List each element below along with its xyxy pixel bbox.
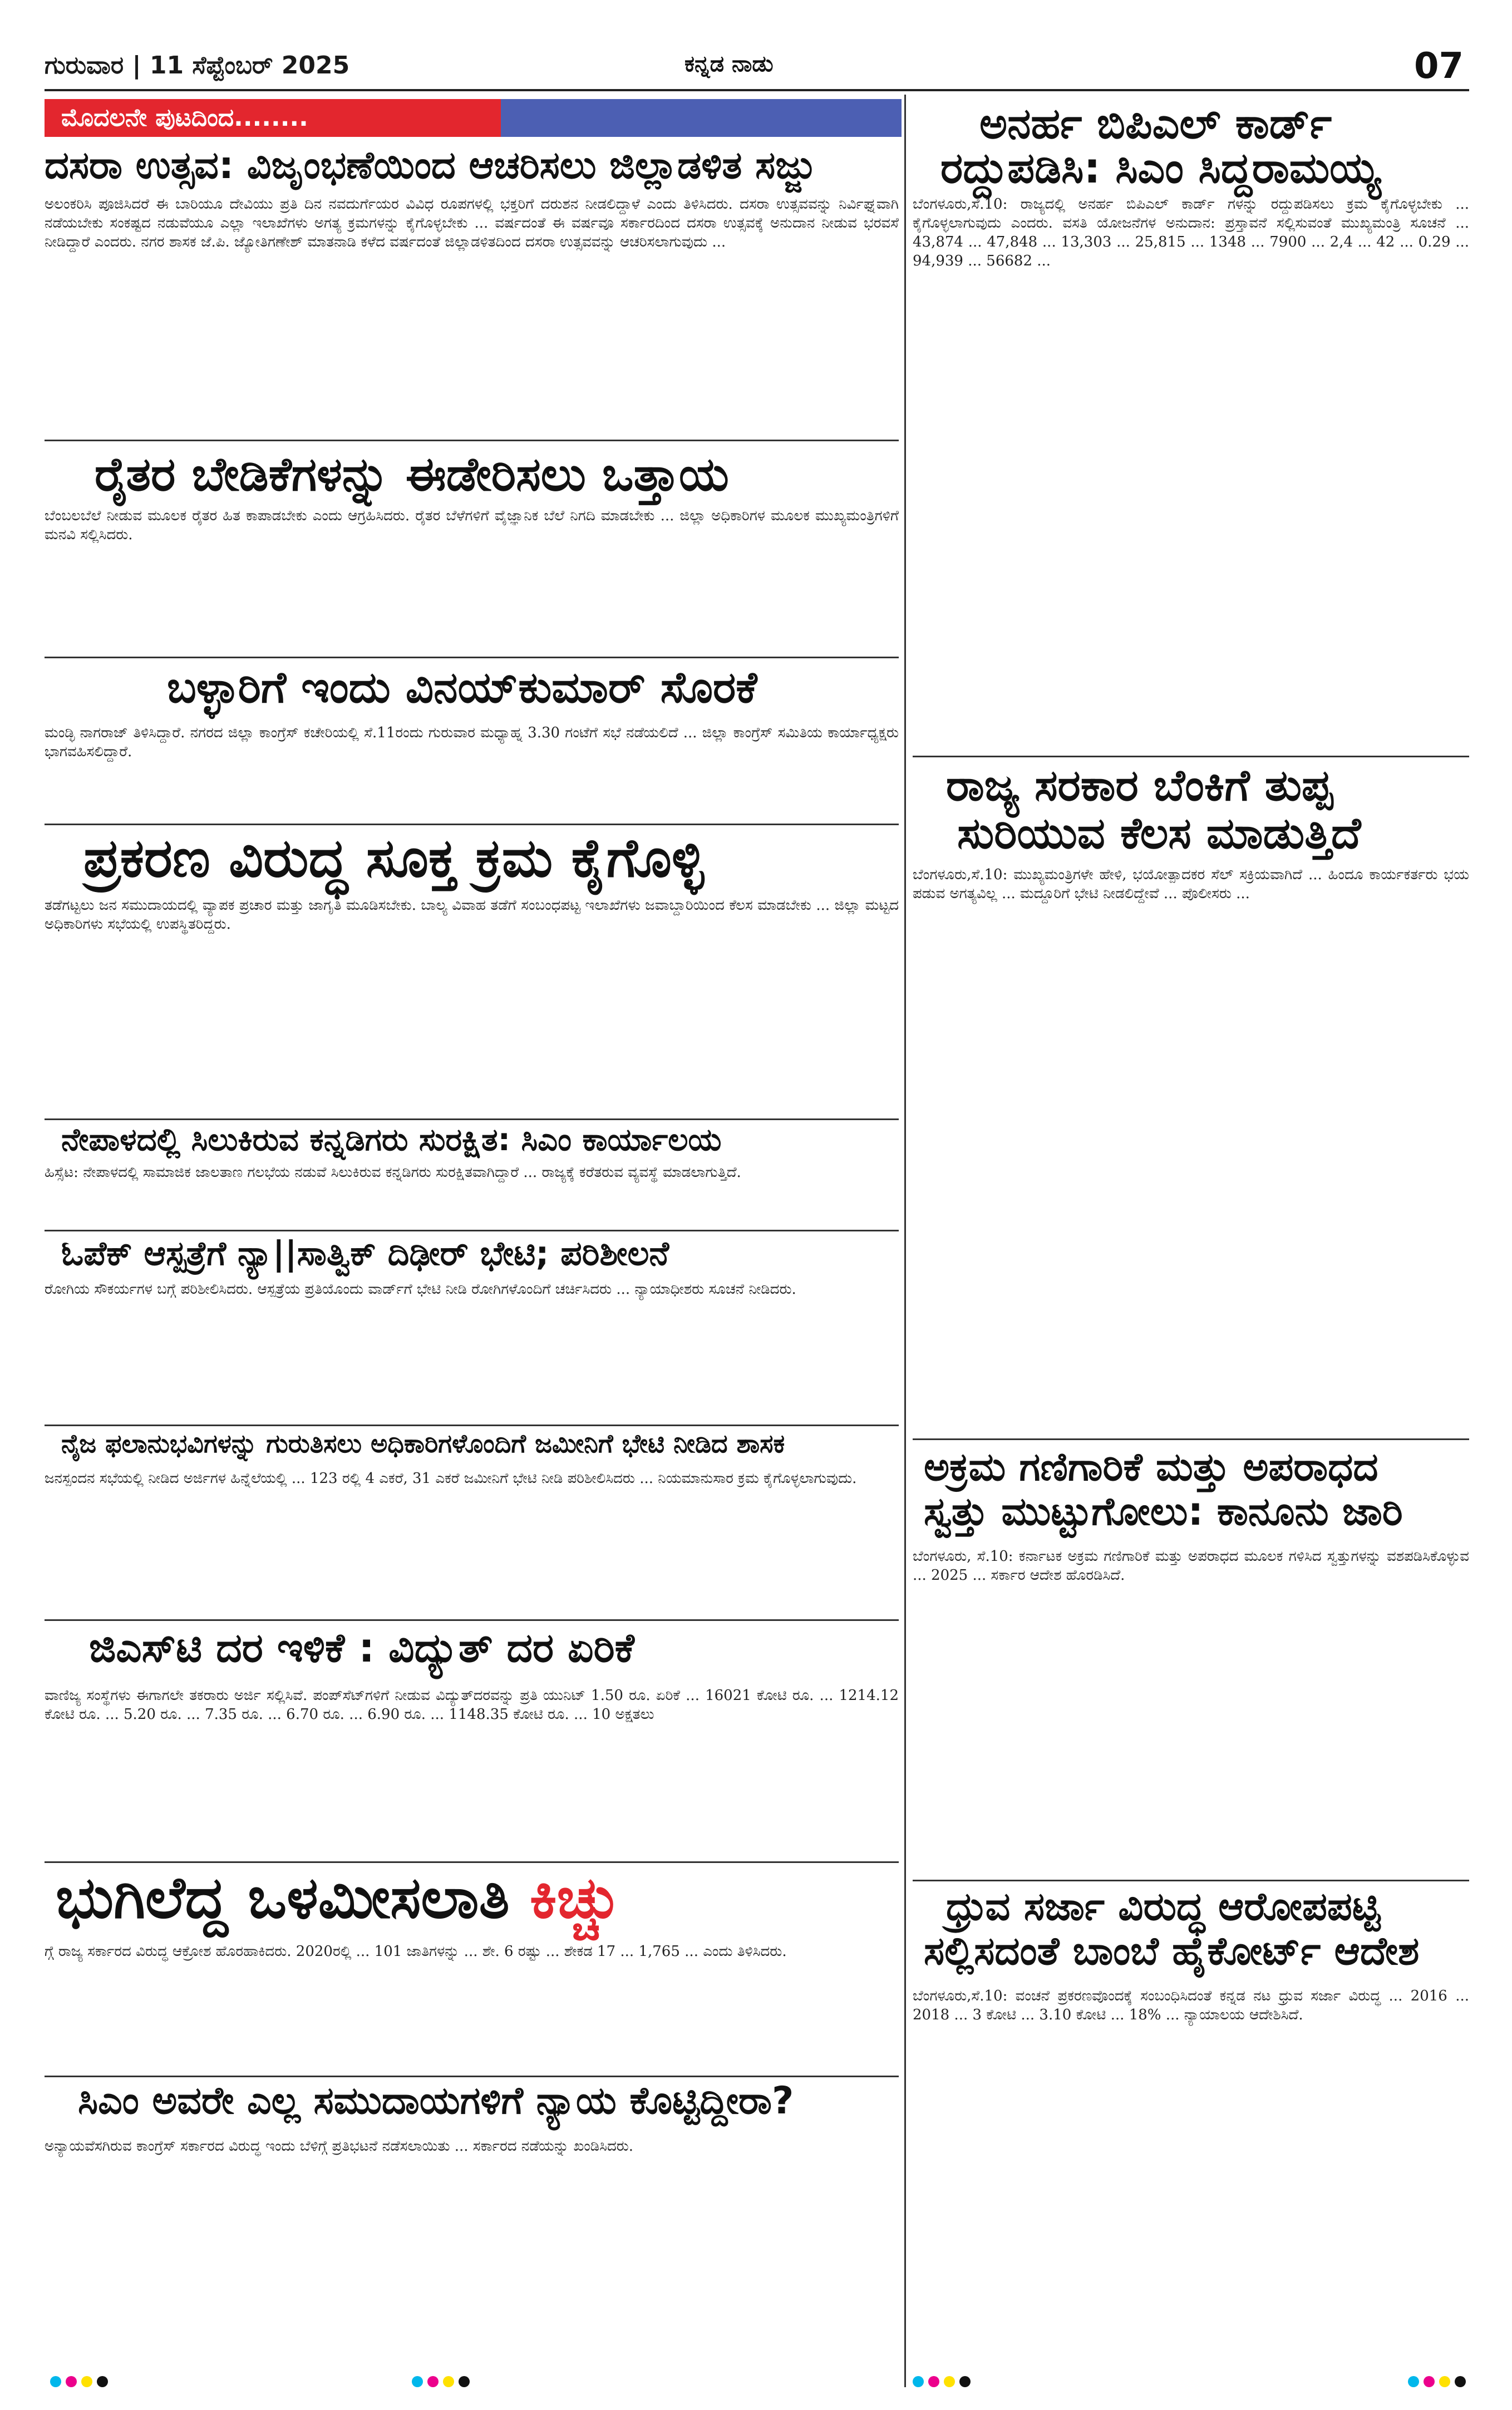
story-headline: ರೈತರ ಬೇಡಿಕೆಗಳನ್ನು ಈಡೇರಿಸಲು ಒತ್ತಾಯ <box>95 447 729 501</box>
story-headline: ನೇಪಾಳದಲ್ಲಿ ಸಿಲುಕಿರುವ ಕನ್ನಡಿಗರು ಸುರಕ್ಷಿತ: ಸಿಎಂ ಕಾರ್ಯಾಲಯ <box>61 1122 722 1158</box>
divider <box>45 1619 899 1621</box>
black-dot <box>959 2376 971 2387</box>
magenta-dot <box>427 2376 439 2387</box>
masthead <box>45 46 1464 90</box>
story-body: ಬೆಂಗಳೂರು, ಸೆ.10: ಕರ್ನಾಟಕ ಅಕ್ರಮ ಗಣಿಗಾರಿಕೆ ಮತ್ತು ಅಪರಾಧದ ಮೂಲಕ ಗಳಿಸಿದ ಸ್ವತ್ತುಗಳನ್ನು ವಶಪಡಿಸಿಕೊಳ್ಳುವ ... 2025 ... ಸರ್ಕಾರ ಆದೇಶ ಹೊರಡಿಸಿದೆ. <box>913 1548 1469 1584</box>
divider <box>913 1438 1469 1440</box>
story-headline: ಸಿಎಂ ಅವರೇ ಎಲ್ಲ ಸಮುದಾಯಗಳಿಗೆ ನ್ಯಾಯ ಕೊಟ್ಟಿದ್ದೀರಾ? <box>78 2079 794 2123</box>
divider <box>45 1425 899 1426</box>
story-headline-line1: ಅನರ್ಹ ಬಿಪಿಎಲ್ ಕಾರ್ಡ್ <box>979 98 1332 148</box>
story-headline: ದಸರಾ ಉತ್ಸವ: ವಿಜೃಂಭಣೆಯಿಂದ ಆಚರಿಸಲು ಜಿಲ್ಲಾಡಳಿತ ಸಜ್ಜು <box>45 144 816 188</box>
story-headline-line2: ಸ್ವತ್ತು ಮುಟ್ಟುಗೋಲು: ಕಾನೂನು ಜಾರಿ <box>924 1489 1403 1534</box>
divider <box>45 2076 899 2077</box>
divider <box>45 1861 899 1863</box>
divider <box>45 1118 899 1120</box>
paper-name: ಕನ್ನಡ ನಾಡು <box>684 51 774 77</box>
story-headline-main: ಭುಗಿಲೆದ್ದ ಒಳಮೀಸಲಾತಿ <box>56 1864 510 1931</box>
divider <box>45 440 899 441</box>
story-headline: ಪ್ರಕರಣ ವಿರುದ್ಧ ಸೂಕ್ತ ಕ್ರಮ ಕೈಗೊಳ್ಳಿ <box>83 827 705 889</box>
issue-date: ಗುರುವಾರ | 11 ಸೆಪ್ಟೆಂಬರ್ 2025 <box>45 51 350 80</box>
story-body: ಹಿಸ್ಸೆಟ: ನೇಪಾಳದಲ್ಲಿ ಸಾಮಾಜಿಕ ಜಾಲತಾಣ ಗಲಭೆಯ ನಡುವೆ ಸಿಲುಕಿರುವ ಕನ್ನಡಿಗರು ಸುರಕ್ಷಿತವಾಗಿದ್ದಾರೆ ... ರಾಜ್ಯಕ್ಕೆ ಕರೆತರುವ ವ್ಯವಸ್ಥೆ ಮಾಡಲಾಗುತ್ತಿದೆ. <box>45 1164 741 1181</box>
story-body: ವಾಣಿಜ್ಯ ಸಂಸ್ಥೆಗಳು ಈಗಾಗಲೇ ತಕರಾರು ಅರ್ಜಿ ಸಲ್ಲಿಸಿವೆ. ಪಂಪ್‌ಸೆಟ್‌ಗಳಿಗೆ ನೀಡುವ ವಿದ್ಯುತ್‌ದರವನ್ನು ಪ್ರತಿ ಯುನಿಟ್ 1.50 ರೂ. ಏರಿಕೆ ... 16021 ಕೋಟಿ ರೂ. ... 1214.12 ಕೋಟಿ ರೂ. ... 5.20 ರೂ. ... 7.35 ರೂ. ... 6.70 ರೂ. ... 6.90 ರೂ. ... 1148.35 ಕೋಟಿ ರೂ. ... 10 ಅಕ್ಷತಲು <box>45 1687 899 1723</box>
section-banner-label: ಮೊದಲನೇ ಪುಟದಿಂದ........ <box>61 104 308 132</box>
story-body: ಮಂಡ್ಳಿ ನಾಗರಾಜ್ ತಿಳಿಸಿದ್ದಾರೆ. ನಗರದ ಜಿಲ್ಲಾ ಕಾಂಗ್ರೆಸ್ ಕಚೇರಿಯಲ್ಲಿ ಸೆ.11ರಂದು ಗುರುವಾರ ಮಧ್ಯಾಹ್ನ 3.30 ಗಂಟೆಗೆ ಸಭೆ ನಡೆಯಲಿದೆ ... ಜಿಲ್ಲಾ ಕಾಂಗ್ರೆಸ್ ಸಮಿತಿಯ ಕಾರ್ಯಾಧ್ಯಕ್ಷರು ಭಾಗವಹಿಸಲಿದ್ದಾರೆ. <box>45 725 899 760</box>
column-divider <box>904 95 906 2387</box>
story-headline-highlight: ಕಿಚ್ಚು <box>529 1864 620 1931</box>
page-number: 07 <box>1414 46 1464 87</box>
divider <box>913 756 1469 757</box>
cyan-dot <box>412 2376 423 2387</box>
story-headline-line1: ಅಕ್ರಮ ಗಣಿಗಾರಿಕೆ ಮತ್ತು ಅಪರಾಧದ <box>924 1444 1378 1490</box>
masthead-rule <box>45 89 1469 91</box>
story-body: ಅನ್ಯಾಯವೆಸಗಿರುವ ಕಾಂಗ್ರೆಸ್ ಸರ್ಕಾರದ ವಿರುದ್ಧ ಇಂದು ಬೆಳಿಗ್ಗೆ ಪ್ರತಿಭಟನೆ ನಡೆಸಲಾಯಿತು ... ಸರ್ಕಾರದ ನಡೆಯನ್ನು ಖಂಡಿಸಿದರು. <box>45 2138 634 2155</box>
black-dot <box>97 2376 108 2387</box>
story-headline-line2: ರದ್ದುಪಡಿಸಿ: ಸಿಎಂ ಸಿದ್ದರಾಮಯ್ಯ <box>940 143 1381 193</box>
divider <box>45 824 899 825</box>
story-body: ರೋಗಿಯ ಸೌಕರ್ಯಗಳ ಬಗ್ಗೆ ಪರಿಶೀಲಿಸಿದರು. ಆಸ್ಪತ್ರೆಯ ಪ್ರತಿಯೊಂದು ವಾರ್ಡ್‌ಗೆ ಭೇಟಿ ನೀಡಿ ರೋಗಿಗಳೊಂದಿಗೆ ಚರ್ಚಿಸಿದರು ... ನ್ಯಾಯಾಧೀಶರು ಸೂಚನೆ ನೀಡಿದರು. <box>45 1281 796 1298</box>
divider <box>913 1880 1469 1881</box>
cyan-dot <box>50 2376 61 2387</box>
section-banner <box>45 99 545 137</box>
cyan-dot <box>913 2376 924 2387</box>
yellow-dot <box>1439 2376 1450 2387</box>
story-headline: ಬಳ್ಳಾರಿಗೆ ಇಂದು ವಿನಯ್‌ಕುಮಾರ್ ಸೊರಕೆ <box>167 663 757 713</box>
story-body: ಅಲಂಕರಿಸಿ ಪೂಜಿಸಿದರೆ ಈ ಬಾರಿಯೂ ದೇವಿಯು ಪ್ರತಿ ದಿನ ನವದುರ್ಗೆಯರ ವಿವಿಧ ರೂಪಗಳಲ್ಲಿ ಭಕ್ತರಿಗೆ ದರುಶನ ನೀಡಲಿದ್ದಾಳೆ ಎಂದು ತಿಳಿಸಿದರು. ದಸರಾ ಉತ್ಸವವನ್ನು ನಿರ್ವಿಘ್ನವಾಗಿ ನಡೆಯಬೇಕು ಸಂಕಷ್ಟದ ನಡುವೆಯೂ ಎಲ್ಲಾ ಇಲಾಖೆಗಳು ಅಗತ್ಯ ಕ್ರಮಗಳನ್ನು ಕೈಗೊಳ್ಳಬೇಕು ... ವರ್ಷದಂತೆ ಈ ವರ್ಷವೂ ಸರ್ಕಾರದಿಂದ ದಸರಾ ಉತ್ಸವಕ್ಕೆ ಅನುದಾನ ನೀಡುವ ಭರವಸೆ ನೀಡಿದ್ದಾರೆ ಎಂದರು. ನಗರ ಶಾಸಕ ಜೆ.ಪಿ. ಜ್ಯೋತಿಗಣೇಶ್ ಮಾತನಾಡಿ ಕಳೆದ ವರ್ಷದಂತೆ ಜಿಲ್ಲಾಡಳಿತದಿಂದ ದಸರಾ ಉತ್ಸವವನ್ನು ಆಚರಿಸಲಾಗುವುದು ... <box>45 196 899 250</box>
divider <box>45 1230 899 1231</box>
story-headline-line2: ಸುರಿಯುವ ಕೆಲಸ ಮಾಡುತ್ತಿದೆ <box>957 809 1361 859</box>
banner-stripe <box>501 99 902 137</box>
story-headline <box>56 1864 620 1931</box>
black-dot <box>1455 2376 1466 2387</box>
magenta-dot <box>1424 2376 1435 2387</box>
story-headline-line1: ರಾಜ್ಯ ಸರಕಾರ ಬೆಂಕಿಗೆ ತುಪ್ಪ <box>946 761 1333 811</box>
magenta-dot <box>66 2376 77 2387</box>
story-body: ಬೆಂಬಲಬೆಲೆ ನೀಡುವ ಮೂಲಕ ರೈತರ ಹಿತ ಕಾಪಾಡಬೇಕು ಎಂದು ಆಗ್ರಹಿಸಿದರು. ರೈತರ ಬೆಳೆಗಳಿಗೆ ವೈಜ್ಞಾನಿಕ ಬೆಲೆ ನಿಗದಿ ಮಾಡಬೇಕು ... ಜಿಲ್ಲಾ ಅಧಿಕಾರಿಗಳ ಮೂಲಕ ಮುಖ್ಯಮಂತ್ರಿಗಳಿಗೆ ಮನವಿ ಸಲ್ಲಿಸಿದರು. <box>45 507 899 543</box>
story-body: ಜನಸ್ಪಂದನ ಸಭೆಯಲ್ಲಿ ನೀಡಿದ ಅರ್ಜಿಗಳ ಹಿನ್ನೆಲೆಯಲ್ಲಿ ... 123 ರಲ್ಲಿ 4 ಎಕರೆ, 31 ಎಕರೆ ಜಮೀನಿಗೆ ಭೇಟಿ ನೀಡಿ ಪರಿಶೀಲಿಸಿದರು ... ನಿಯಮಾನುಸಾರ ಕ್ರಮ ಕೈಗೊಳ್ಳಲಾಗುವುದು. <box>45 1470 857 1487</box>
story-headline: ಜಿಎಸ್‌ಟಿ ದರ ಇಳಿಕೆ : ವಿದ್ಯುತ್ ದರ ಏರಿಕೆ <box>89 1624 634 1671</box>
magenta-dot <box>928 2376 939 2387</box>
black-dot <box>459 2376 470 2387</box>
story-headline: ಓಪೆಕ್ ಆಸ್ಪತ್ರೆಗೆ ನ್ಯಾ||ಸಾತ್ವಿಕ್ ದಿಢೀರ್ ಭೇಟಿ; ಪರಿಶೀಲನೆ <box>61 1234 669 1273</box>
yellow-dot <box>443 2376 454 2387</box>
yellow-dot <box>81 2376 92 2387</box>
story-headline-line1: ಧ್ರುವ ಸರ್ಜಾ ವಿರುದ್ಧ ಆರೋಪಪಟ್ಟಿ <box>946 1884 1381 1929</box>
story-body: ಬೆಂಗಳೂರು,ಸೆ.10: ವಂಚನೆ ಪ್ರಕರಣವೊಂದಕ್ಕೆ ಸಂಬಂಧಿಸಿದಂತೆ ಕನ್ನಡ ನಟ ಧ್ರುವ ಸರ್ಜಾ ವಿರುದ್ಧ ... 2016 ... 2018 ... 3 ಕೋಟಿ ... 3.10 ಕೋಟಿ ... 18% ... ನ್ಯಾಯಾಲಯ ಆದೇಶಿಸಿದೆ. <box>913 1988 1469 2023</box>
divider <box>45 657 899 658</box>
story-body: ಬೆಂಗಳೂರು,ಸೆ.10: ರಾಜ್ಯದಲ್ಲಿ ಅನರ್ಹ ಬಿಪಿಎಲ್ ಕಾರ್ಡ್ ಗಳನ್ನು ರದ್ದುಪಡಿಸಲು ಕ್ರಮ ಕೈಗೊಳ್ಳಬೇಕು ... ಕೈಗೊಳ್ಳಲಾಗುವುದು ಎಂದರು. ವಸತಿ ಯೋಜನೆಗಳ ಅನುದಾನ: ಪ್ರಸ್ತಾವನೆ ಸಲ್ಲಿಸುವಂತೆ ಮುಖ್ಯಮಂತ್ರಿ ಸೂಚನೆ ... 43,874 ... 47,848 ... 13,303 ... 25,815 ... 1348 ... 7900 ... 2,4 ... 42 ... 0.29 ... 94,939 ... 56682 ... <box>913 196 1469 269</box>
story-body: ಬೆಂಗಳೂರು,ಸೆ.10: ಮುಖ್ಯಮಂತ್ರಿಗಳೇ ಹೇಳಿ, ಭಯೋತ್ಪಾದಕರ ಸೆಲ್ ಸಕ್ರಿಯವಾಗಿದೆ ... ಹಿಂದೂ ಕಾರ್ಯಕರ್ತರು ಭಯ ಪಡುವ ಅಗತ್ಯವಿಲ್ಲ ... ಮದ್ದೂರಿಗೆ ಭೇಟಿ ನೀಡಲಿದ್ದೇವೆ ... ಪೊಲೀಸರು ... <box>913 866 1469 902</box>
yellow-dot <box>944 2376 955 2387</box>
registration-marks <box>0 2376 1512 2398</box>
story-body: ತಡೆಗಟ್ಟಲು ಜನ ಸಮುದಾಯದಲ್ಲಿ ವ್ಯಾಪಕ ಪ್ರಚಾರ ಮತ್ತು ಜಾಗೃತಿ ಮೂಡಿಸಬೇಕು. ಬಾಲ್ಯ ವಿವಾಹ ತಡೆಗೆ ಸಂಬಂಧಪಟ್ಟ ಇಲಾಖೆಗಳು ಜವಾಬ್ದಾರಿಯಿಂದ ಕೆಲಸ ಮಾಡಬೇಕು ... ಜಿಲ್ಲಾ ಮಟ್ಟದ ಅಧಿಕಾರಿಗಳು ಸಭೆಯಲ್ಲಿ ಉಪಸ್ಥಿತರಿದ್ದರು. <box>45 897 899 933</box>
story-headline-line2: ಸಲ್ಲಿಸದಂತೆ ಬಾಂಬೆ ಹೈಕೋರ್ಟ್ ಆದೇಶ <box>924 1928 1420 1974</box>
story-body: ಗ್ಗೆ ರಾಜ್ಯ ಸರ್ಕಾರದ ವಿರುದ್ಧ ಆಕ್ರೋಶ ಹೊರಹಾಕಿದರು. 2020ರಲ್ಲಿ ... 101 ಜಾತಿಗಳನ್ನು ... ಶೇ. 6 ರಷ್ಟು ... ಶೇಕಡ 17 ... 1,765 ... ಎಂದು ತಿಳಿಸಿದರು. <box>45 1943 787 1960</box>
story-headline: ನೈಜ ಫಲಾನುಭವಿಗಳನ್ನು ಗುರುತಿಸಲು ಅಧಿಕಾರಿಗಳೊಂದಿಗೆ ಜಮೀನಿಗೆ ಭೇಟಿ ನೀಡಿದ ಶಾಸಕ <box>61 1428 785 1458</box>
cyan-dot <box>1408 2376 1419 2387</box>
